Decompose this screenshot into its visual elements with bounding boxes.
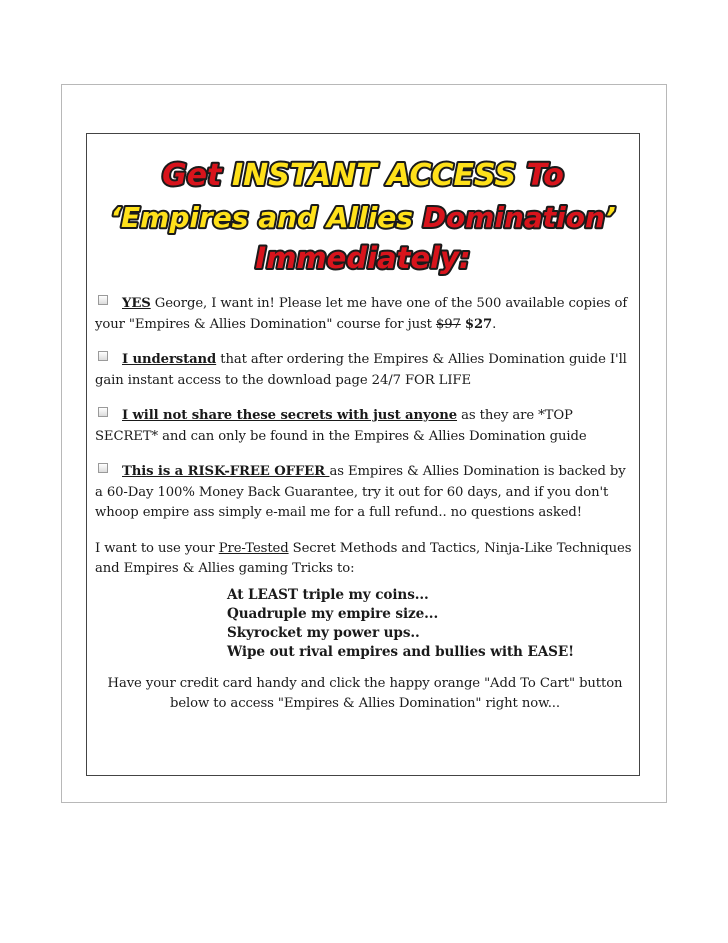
offer-item-yes: YES George, I want in! Please let me have one of the 500 available copies of your "Empires & Allies Domination" course for just $97 $27. <box>95 296 628 332</box>
headline-graphic <box>96 143 630 283</box>
old-price: $97 <box>435 316 461 332</box>
goal-item: Quadruple my empire size... <box>227 605 439 622</box>
goals-list <box>227 586 635 662</box>
checkbox-icon[interactable] <box>98 463 108 473</box>
offer-content <box>95 294 635 715</box>
checkbox-icon[interactable] <box>98 295 108 305</box>
goal-item: Wipe out rival empires and bullies with EASE! <box>227 643 575 660</box>
headline-line-2: ‘Empires and Allies Domination’ <box>110 201 616 234</box>
headline-line-1: Get INSTANT ACCESS To <box>162 158 564 193</box>
checkbox-icon[interactable] <box>98 351 108 361</box>
goal-item: At LEAST triple my coins... <box>227 586 429 603</box>
closing-text: Have your credit card handy and click the happy orange "Add To Cart" button below to access "Empires & Allies Domination" right now... <box>107 675 623 711</box>
new-price: $27 <box>464 316 493 332</box>
intro-text: I want to use your Pre-Tested Secret Methods and Tactics, Ninja-Like Techniques and Empires & Allies gaming Tricks to: <box>95 540 632 576</box>
pre-tested-link: Pre-Tested <box>218 540 289 556</box>
checkbox-icon[interactable] <box>98 407 108 417</box>
offer-item-understand: I understand that after ordering the Empires & Allies Domination guide I'll gain instant access to the download page 24/7 FOR LIFE <box>95 352 627 388</box>
goal-item: Skyrocket my power ups.. <box>227 624 420 641</box>
offer-item-not-share: I will not share these secrets with just anyone as they are *TOP SECRET* and can only be found in the Empires & Allies Domination guide <box>95 408 587 444</box>
offer-item-risk-free: This is a RISK-FREE OFFER as Empires & Allies Domination is backed by a 60-Day 100% Money Back Guarantee, try it out for 60 days, and if you don't whoop empire ass simply e-mail me for a full refund.. no questions asked! <box>95 464 626 520</box>
headline-line-3: Immediately: <box>255 241 471 275</box>
